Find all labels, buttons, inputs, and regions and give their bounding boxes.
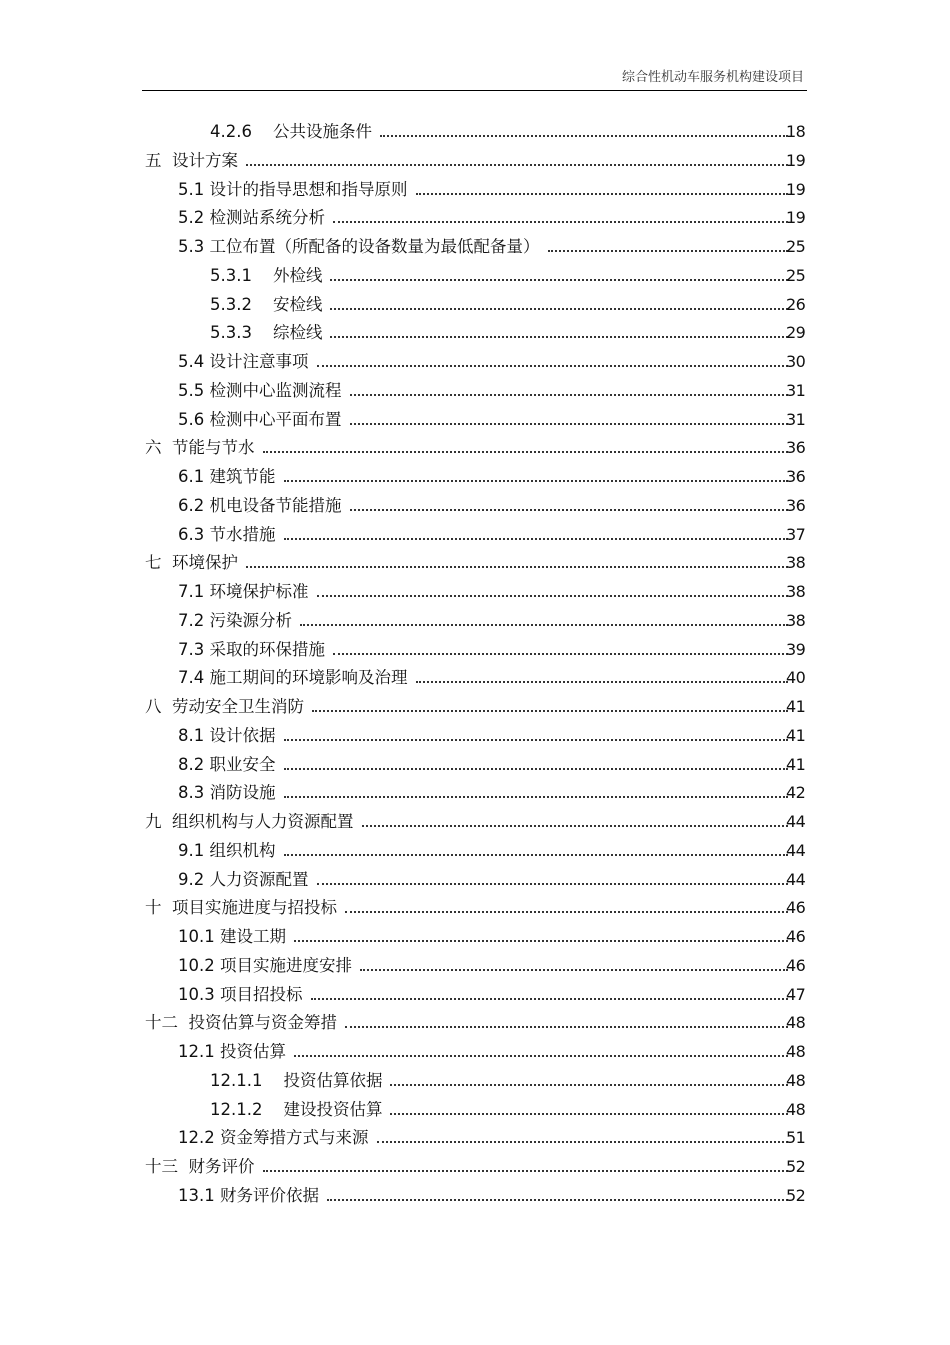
toc-entry-title: 检测中心监测流程	[209, 380, 342, 400]
header-rule	[142, 90, 807, 91]
toc-entry-label	[210, 1096, 384, 1124]
toc-page-number: 29	[786, 323, 806, 343]
toc-page-number: 38	[786, 582, 806, 601]
toc-entry-label	[178, 866, 311, 894]
toc-entry[interactable]	[0, 952, 950, 981]
toc-entry[interactable]	[0, 607, 950, 636]
toc-page-number: 19	[786, 208, 806, 228]
toc-entry-label	[210, 118, 374, 146]
toc-entry-number: 7.1	[178, 582, 205, 601]
toc-entry-title: 投资估算与资金筹措	[188, 1013, 337, 1033]
toc-entry-title: 污染源分析	[209, 610, 292, 630]
toc-entry[interactable]	[0, 291, 950, 320]
toc-entry-label	[210, 291, 324, 319]
toc-dot-leader	[330, 279, 788, 281]
toc-dot-leader	[548, 250, 788, 252]
toc-entry[interactable]	[0, 578, 950, 607]
toc-entry-title: 设计注意事项	[209, 352, 309, 371]
toc-entry[interactable]	[0, 1067, 950, 1096]
toc-page-number: 46	[786, 955, 806, 975]
toc-entry-number: 6.2	[178, 495, 205, 515]
toc-entry[interactable]	[0, 176, 950, 205]
toc-dot-leader	[350, 509, 788, 511]
toc-page-number: 38	[786, 610, 806, 630]
toc-entry-title: 施工期间的环境影响及治理	[209, 668, 408, 688]
toc-entry-number: 12.1.2	[210, 1099, 263, 1119]
toc-page-number: 47	[786, 984, 806, 1004]
toc-dot-leader	[317, 365, 788, 367]
toc-dot-leader	[330, 308, 788, 310]
toc-entry[interactable]	[0, 233, 950, 262]
toc-page-number: 46	[786, 927, 806, 946]
toc-entry[interactable]	[0, 147, 950, 176]
toc-entry-title: 设计的指导思想和指导原则	[209, 179, 408, 199]
toc-entry-number: 十	[145, 898, 162, 918]
toc-dot-leader	[416, 681, 788, 683]
toc-page-number: 51	[786, 1128, 806, 1148]
toc-entry-title: 环境保护标准	[209, 582, 309, 601]
toc-page-number: 48	[786, 1099, 806, 1119]
toc-entry-number: 8.1	[178, 725, 205, 745]
toc-entry-label	[145, 1153, 257, 1181]
toc-dot-leader	[345, 1026, 788, 1028]
toc-entry-number: 5.1	[178, 179, 205, 199]
toc-page-number: 52	[786, 1157, 806, 1176]
toc-dot-leader	[330, 336, 788, 338]
toc-dot-leader	[263, 1170, 788, 1172]
toc-page-number: 39	[786, 639, 806, 659]
toc-entry-number: 12.1	[178, 1042, 215, 1061]
toc-entry-label	[178, 233, 542, 261]
toc-entry-label	[178, 406, 344, 434]
toc-entry-label	[178, 377, 344, 405]
toc-dot-leader	[312, 710, 788, 712]
toc-entry-label	[178, 204, 327, 232]
toc-dot-leader	[294, 940, 788, 942]
toc-entry-number: 5.3.2	[210, 294, 252, 314]
toc-page-number: 19	[786, 150, 806, 170]
toc-page-number: 25	[786, 237, 806, 256]
toc-page-number: 19	[786, 179, 806, 199]
toc-entry[interactable]	[0, 492, 950, 521]
toc-entry-number: 5.6	[178, 409, 205, 429]
toc-entry-label	[145, 894, 339, 922]
toc-page-number: 52	[786, 1185, 806, 1205]
toc-entry-title: 投资估算依据	[283, 1070, 383, 1090]
toc-entry-label	[178, 1182, 321, 1210]
toc-entry-label	[178, 722, 278, 750]
toc-dot-leader	[380, 135, 788, 137]
toc-entry-number: 6.1	[178, 467, 205, 486]
toc-page-number: 31	[786, 380, 806, 400]
toc-entry-label	[145, 1009, 339, 1037]
toc-entry-number: 8.2	[178, 754, 205, 774]
toc-entry-label	[178, 952, 354, 980]
toc-dot-leader	[294, 1055, 788, 1057]
toc-page-number: 44	[786, 840, 806, 860]
toc-entry-title: 设计依据	[209, 725, 276, 745]
toc-entry-label	[178, 348, 311, 376]
toc-entry-label	[178, 779, 278, 807]
toc-page-number: 44	[786, 812, 806, 831]
toc-entry-number: 十二	[145, 1013, 178, 1033]
toc-entry[interactable]	[0, 664, 950, 693]
toc-dot-leader	[284, 538, 788, 540]
toc-page-number: 41	[786, 725, 806, 745]
toc-dot-leader	[333, 221, 788, 223]
toc-entry-number: 六	[145, 438, 162, 458]
toc-entry-label	[145, 434, 257, 462]
toc-entry-title: 建筑节能	[209, 467, 276, 486]
toc-entry-label	[210, 1067, 384, 1095]
toc-entry-title: 安检线	[272, 294, 323, 314]
toc-page-number: 48	[786, 1013, 806, 1033]
toc-entry-label	[145, 808, 356, 836]
toc-entry-title: 设计方案	[172, 150, 238, 170]
toc-dot-leader	[246, 566, 788, 568]
toc-entry[interactable]	[0, 204, 950, 233]
toc-page-number: 36	[786, 495, 806, 515]
toc-entry[interactable]	[0, 1038, 950, 1067]
toc-entry-title: 项目实施进度安排	[220, 955, 352, 975]
toc-entry-label	[145, 693, 306, 721]
toc-entry[interactable]	[0, 779, 950, 808]
toc-entry-number: 八	[145, 697, 162, 716]
toc-dot-leader	[317, 595, 788, 597]
toc-dot-leader	[284, 480, 788, 482]
toc-entry-title: 消防设施	[209, 783, 276, 803]
toc-entry-label	[178, 492, 344, 520]
toc-entry-number: 九	[145, 812, 162, 831]
toc-page-number: 30	[786, 352, 806, 371]
toc-entry-number: 10.3	[178, 984, 215, 1004]
toc-entry[interactable]	[0, 1009, 950, 1038]
toc-dot-leader	[350, 394, 788, 396]
toc-entry-title: 资金筹措方式与来源	[220, 1128, 369, 1148]
toc-page-number: 44	[786, 869, 806, 889]
toc-entry-number: 7.2	[178, 610, 205, 630]
toc-entry[interactable]	[0, 1096, 950, 1125]
toc-entry-label	[178, 1124, 371, 1152]
toc-entry[interactable]	[0, 751, 950, 780]
toc-entry-label	[210, 262, 324, 290]
toc-entry-label	[210, 319, 324, 347]
toc-entry-number: 4.2.6	[210, 122, 252, 141]
toc-entry[interactable]	[0, 866, 950, 895]
toc-page-number: 40	[786, 668, 806, 688]
toc-entry-title: 工位布置（所配备的设备数量为最低配备量）	[209, 237, 540, 256]
toc-entry[interactable]	[0, 894, 950, 923]
toc-page-number: 36	[786, 438, 806, 458]
toc-entry[interactable]	[0, 981, 950, 1010]
toc-entry-label	[178, 981, 305, 1009]
toc-page-number: 41	[786, 754, 806, 774]
toc-entry-number: 5.3.1	[210, 265, 252, 285]
toc-page-number: 26	[786, 294, 806, 314]
toc-entry-title: 建设投资估算	[283, 1099, 383, 1119]
toc-entry-title: 建设工期	[220, 927, 286, 946]
toc-entry-title: 财务评价	[188, 1157, 255, 1176]
toc-page-number: 48	[786, 1070, 806, 1090]
toc-page-number: 36	[786, 467, 806, 486]
toc-entry-number: 9.1	[178, 840, 205, 860]
toc-entry[interactable]	[0, 348, 950, 377]
toc-entry-label	[178, 664, 410, 692]
toc-entry-label	[178, 578, 311, 606]
toc-dot-leader	[416, 193, 788, 195]
toc-entry-title: 外检线	[272, 265, 323, 285]
toc-entry-title: 项目实施进度与招投标	[172, 898, 337, 918]
toc-dot-leader	[362, 825, 788, 827]
toc-entry-label	[145, 549, 240, 577]
toc-entry[interactable]	[0, 837, 950, 866]
running-header-title: 综合性机动车服务机构建设项目	[621, 70, 804, 85]
toc-entry-title: 公共设施条件	[272, 122, 372, 141]
toc-entry-title: 组织机构与人力资源配置	[172, 812, 354, 831]
toc-entry-number: 十三	[145, 1157, 178, 1176]
toc-entry[interactable]	[0, 1124, 950, 1153]
toc-entry-label	[178, 176, 410, 204]
toc-entry-title: 节水措施	[209, 524, 276, 544]
toc-dot-leader	[300, 624, 788, 626]
toc-entry-label	[178, 521, 278, 549]
toc-dot-leader	[327, 1199, 788, 1201]
toc-entry-title: 项目招投标	[220, 984, 303, 1004]
toc-dot-leader	[390, 1113, 788, 1115]
toc-entry[interactable]	[0, 377, 950, 406]
toc-entry-number: 5.3.3	[210, 323, 252, 343]
toc-entry-title: 机电设备节能措施	[209, 495, 342, 515]
toc-dot-leader	[263, 451, 788, 453]
toc-entry[interactable]	[0, 319, 950, 348]
toc-entry[interactable]	[0, 118, 950, 147]
toc-entry-label	[178, 607, 294, 635]
toc-entry-title: 投资估算	[220, 1042, 286, 1061]
toc-entry-title: 组织机构	[209, 840, 276, 860]
toc-entry-number: 七	[145, 553, 162, 573]
toc-page-number: 18	[786, 122, 806, 141]
toc-page-number: 25	[786, 265, 806, 285]
toc-page-number: 48	[786, 1042, 806, 1061]
toc-entry-number: 7.3	[178, 639, 205, 659]
toc-entry[interactable]	[0, 406, 950, 435]
toc-entry-title: 人力资源配置	[209, 869, 309, 889]
toc-entry[interactable]	[0, 434, 950, 463]
toc-dot-leader	[284, 768, 788, 770]
toc-dot-leader	[350, 423, 788, 425]
toc-dot-leader	[390, 1084, 788, 1086]
toc-page-number: 31	[786, 409, 806, 429]
toc-entry[interactable]	[0, 1153, 950, 1182]
toc-entry-title: 财务评价依据	[220, 1185, 319, 1205]
toc-page-number: 38	[786, 553, 806, 573]
toc-entry-title: 环境保护	[172, 553, 238, 573]
toc-entry-title: 采取的环保措施	[209, 639, 325, 659]
toc-entry[interactable]	[0, 463, 950, 492]
toc-entry[interactable]	[0, 808, 950, 837]
toc-entry-label	[178, 837, 278, 865]
toc-dot-leader	[360, 969, 788, 971]
toc-dot-leader	[284, 796, 788, 798]
toc-entry-title: 检测站系统分析	[209, 208, 325, 228]
toc-entry-number: 13.1	[178, 1185, 215, 1205]
toc-dot-leader	[345, 911, 788, 913]
toc-entry-label	[178, 1038, 288, 1066]
toc-entry[interactable]	[0, 521, 950, 550]
toc-page-number: 41	[786, 697, 806, 716]
toc-entry-number: 10.2	[178, 955, 215, 975]
toc-dot-leader	[317, 883, 788, 885]
toc-entry[interactable]	[0, 693, 950, 722]
toc-entry-title: 劳动安全卫生消防	[172, 697, 304, 716]
toc-entry-number: 5.4	[178, 352, 205, 371]
toc-entry-label	[178, 636, 327, 664]
toc-entry-label	[178, 463, 278, 491]
toc-entry-number: 5.5	[178, 380, 205, 400]
toc-page-number: 37	[786, 524, 806, 544]
toc-page-number: 42	[786, 783, 806, 803]
toc-page-number: 46	[786, 898, 806, 918]
toc-entry[interactable]	[0, 722, 950, 751]
toc-entry-number: 五	[145, 150, 162, 170]
toc-entry[interactable]	[0, 636, 950, 665]
toc-dot-leader	[246, 164, 788, 166]
toc-entry-label	[178, 923, 288, 951]
toc-entry-title: 综检线	[272, 323, 323, 343]
toc-entry-number: 10.1	[178, 927, 215, 946]
toc-entry-number: 7.4	[178, 668, 205, 688]
toc-entry-title: 节能与节水	[172, 438, 255, 458]
toc-dot-leader	[284, 739, 788, 741]
toc-entry-label	[145, 147, 240, 175]
toc-entry-number: 5.3	[178, 237, 205, 256]
toc-entry-number: 6.3	[178, 524, 205, 544]
toc-entry-title: 检测中心平面布置	[209, 409, 342, 429]
toc-entry[interactable]	[0, 1182, 950, 1211]
toc-entry-number: 8.3	[178, 783, 205, 803]
toc-entry[interactable]	[0, 923, 950, 952]
toc-entry-number: 12.2	[178, 1128, 215, 1148]
toc-entry-number: 12.1.1	[210, 1070, 263, 1090]
toc-entry-number: 9.2	[178, 869, 205, 889]
toc-dot-leader	[284, 854, 788, 856]
toc-dot-leader	[333, 653, 788, 655]
toc-dot-leader	[311, 998, 788, 1000]
toc-entry[interactable]	[0, 262, 950, 291]
toc-entry-number: 5.2	[178, 208, 205, 228]
toc-dot-leader	[377, 1141, 788, 1143]
toc-entry[interactable]	[0, 549, 950, 578]
toc-entry-title: 职业安全	[209, 754, 276, 774]
toc-entry-label	[178, 751, 278, 779]
